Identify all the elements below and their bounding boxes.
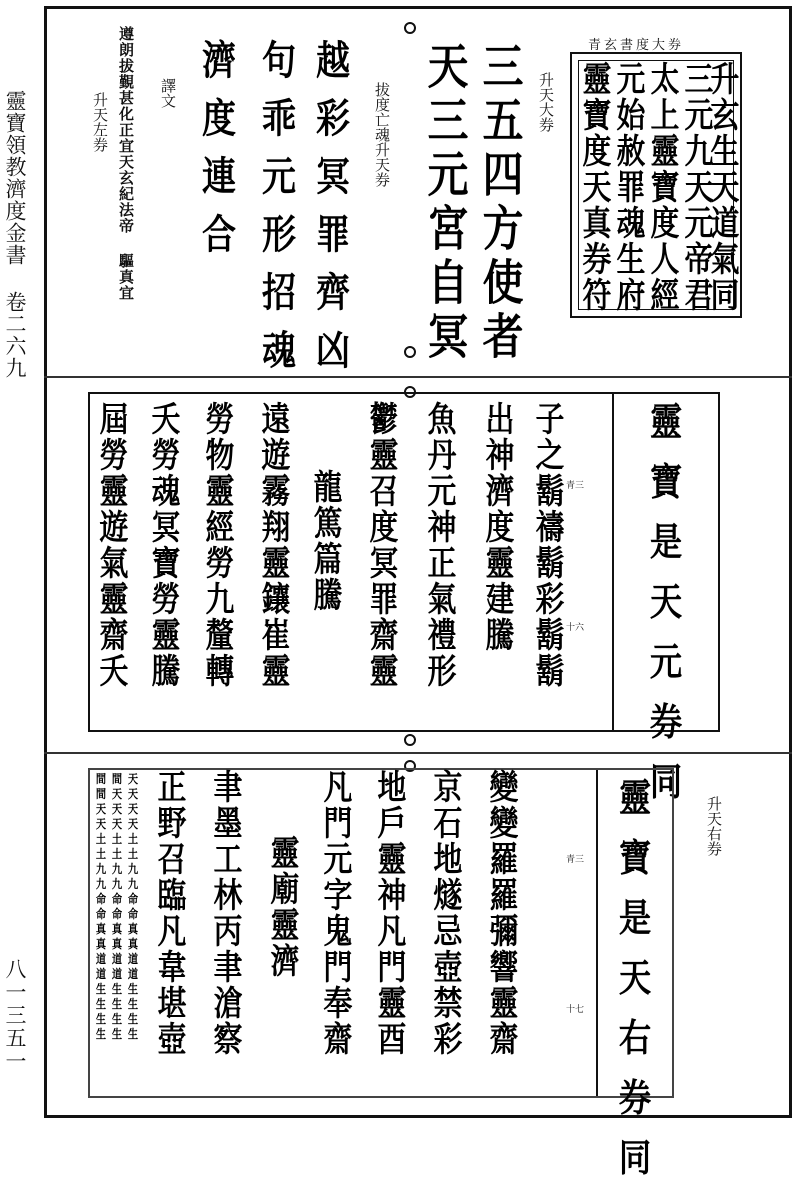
seal-column: 鬱 靈 召 度 冥 罪 齋 靈 [369,400,399,692]
talisman-column: 太 上 靈 寶 度 人 經 [650,60,680,316]
seal-column: 句 乖 元 形 招 魂 [262,37,296,374]
panel3-title-column: 靈 寶 是 天 右 券 同 [618,775,652,1180]
seal-column: 遠 遊 霧 翔 靈 鑲 崔 靈 [261,400,291,692]
book-title: 靈寶領教濟度金書 卷二六九 [3,90,27,379]
small-glyph-column: 間 天 天 天 土 土 九 九 命 命 真 真 道 道 生 生 生 生 [111,772,123,1041]
binding-ring [404,734,416,746]
glyph-note: 青三 [566,481,585,491]
talisman-column: 升 玄 生 天 道 氣 同 [710,60,740,316]
seal-column: 子 之 鬍 禱 鬍 彩 鬍 鬍 [535,400,565,692]
seal-column: 地 戶 靈 神 凡 門 靈 酉 [377,768,407,1060]
translation-label: 譯文 [159,78,177,108]
seal-column: 龍 篤 篇 騰 [313,468,343,616]
seal-column: 凡 門 元 字 鬼 門 奉 齋 [323,768,353,1060]
talisman-column: 靈 寶 度 天 真 券 符 [582,60,612,316]
panel2-title-column: 靈 寶 是 天 元 券 同 [649,399,683,804]
seal-column: 天 三 元 宮 自 冥 [427,39,469,365]
glyph-note: 十七 [566,1005,585,1015]
seal-column: 出 神 濟 度 靈 建 騰 [485,400,515,656]
translation-text: 遵朗拔覲甚化正宜天玄紀法帝 驅真宜 [117,26,135,301]
talisman-caption: 升天大券 [537,72,555,132]
seal-column: 夭 勞 魂 冥 寶 勞 靈 騰 [151,400,181,692]
seal-column: 靈 廟 靈 濟 [270,834,300,982]
seal-column: 屆 勞 靈 遊 氣 靈 齋 夭 [99,400,129,692]
seal-column: 魚 丹 元 神 正 氣 禮 形 [427,400,457,692]
panel-divider-1 [44,376,792,378]
page-number: 八一三五一 [3,958,27,1073]
panel1-caption-left: 升天左券 [91,92,109,152]
glyph-note: 十六 [566,623,585,633]
seal-column: 濟 度 連 合 [202,37,236,258]
small-glyph-column: 間 間 天 天 土 土 九 九 命 命 真 真 道 道 生 生 生 生 [95,772,107,1041]
seal-column: 三 五 四 方 使 者 [482,39,524,365]
seal-column: 越 彩 冥 罪 齊 凶 [316,37,350,374]
talisman-column: 元 始 赦 罪 魂 生 府 [616,60,646,316]
talisman-box [570,52,742,318]
binding-ring [404,346,416,358]
binding-ring [404,22,416,34]
seal-column: 京 石 地 燧 忌 壺 禁 彩 [433,768,463,1060]
seal-column: 正 野 召 臨 凡 韋 堪 壺 [157,768,187,1060]
glyph-note: 青三 [566,855,585,865]
seal-column: 勞 物 靈 經 勞 九 釐 轉 [205,400,235,692]
panel1-title: 拔度亡魂升天券 [373,82,391,187]
small-glyph-column: 天 天 天 天 土 土 九 九 命 命 真 真 道 道 生 生 生 生 [127,772,139,1041]
seal-column: 聿 墨 工 林 丙 聿 滄 察 [213,768,243,1060]
talisman-column: 三 元 九 天 元 帝 君 [684,60,714,316]
seal-column: 變 變 羅 羅 彌 響 靈 齋 [489,768,519,1060]
talisman-header: 青玄書度大券 [588,38,685,53]
panel3-caption: 升天右券 [705,796,723,856]
